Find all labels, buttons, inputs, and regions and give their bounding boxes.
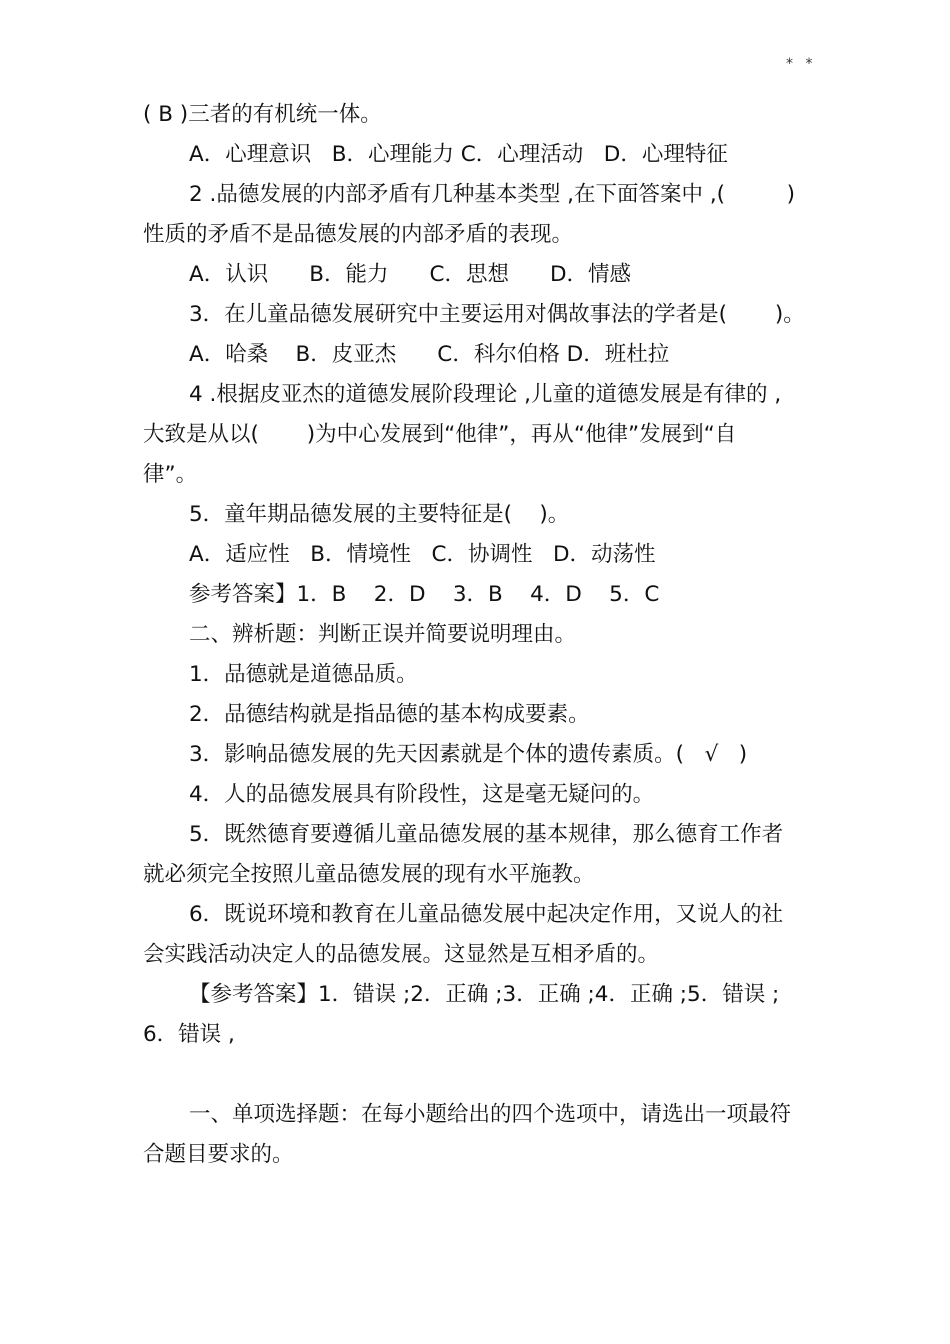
question-1-stem-end: ( B )三者的有机统一体。 bbox=[143, 102, 382, 127]
question-5-options: A．适应性 B．情境性 C．协调性 D．动荡性 bbox=[189, 542, 656, 567]
question-2-stem: 2 .品德发展的内部矛盾有几种基本类型 ,在下面答案中 ,( ) bbox=[189, 182, 795, 207]
paragraph-gap bbox=[143, 1055, 823, 1095]
analysis-item-5-continued: 就必须完全按照儿童品德发展的现有水平施教。 bbox=[143, 862, 595, 887]
question-1-options: A．心理意识 B．心理能力 C．心理活动 D．心理特征 bbox=[189, 142, 728, 167]
page-corner-mark: * * bbox=[786, 56, 817, 72]
question-3-stem: 3．在儿童品德发展研究中主要运用对偶故事法的学者是( )。 bbox=[189, 302, 805, 327]
answer-key-section-2-continued: 6．错误 , bbox=[143, 1022, 235, 1047]
question-2-options: A．认识 B．能力 C．思想 D．情感 bbox=[189, 262, 632, 287]
question-4-stem-continued: 大致是从以( )为中心发展到“他律”，再从“他律”发展到“自 bbox=[143, 422, 737, 447]
analysis-item-3: 3．影响品德发展的先天因素就是个体的遗传素质。( √ ) bbox=[189, 742, 748, 767]
section-1-heading: 一、单项选择题：在每小题给出的四个选项中，请选出一项最符 bbox=[189, 1102, 792, 1127]
question-2-stem-continued: 性质的矛盾不是品德发展的内部矛盾的表现。 bbox=[143, 222, 574, 247]
section-2-heading: 二、辨析题：判断正误并简要说明理由。 bbox=[189, 622, 577, 647]
analysis-item-2: 2．品德结构就是指品德的基本构成要素。 bbox=[189, 702, 590, 727]
question-5-stem: 5．童年期品德发展的主要特征是( )。 bbox=[189, 502, 570, 527]
question-3-options: A．哈桑 B．皮亚杰 C．科尔伯格 D．班杜拉 bbox=[189, 342, 670, 367]
analysis-item-5: 5．既然德育要遵循儿童品德发展的基本规律，那么德育工作者 bbox=[189, 822, 784, 847]
analysis-item-6-continued: 会实践活动决定人的品德发展。这显然是互相矛盾的。 bbox=[143, 942, 660, 967]
question-4-stem-end: 律”。 bbox=[143, 462, 198, 487]
question-4-stem: 4 .根据皮亚杰的道德发展阶段理论 ,儿童的道德发展是有律的 , bbox=[189, 382, 782, 407]
section-1-heading-continued: 合题目要求的。 bbox=[143, 1142, 294, 1167]
document-body bbox=[143, 95, 823, 1175]
analysis-item-1: 1．品德就是道德品质。 bbox=[189, 662, 418, 687]
analysis-item-4: 4．人的品德发展具有阶段性，这是毫无疑问的。 bbox=[189, 782, 655, 807]
answer-key-section-1: 参考答案】1．B 2．D 3．B 4．D 5．C bbox=[189, 582, 660, 607]
answer-key-section-2: 【参考答案】1．错误 ;2．正确 ;3．正确 ;4．正确 ;5．错误 ; bbox=[189, 982, 780, 1007]
analysis-item-6: 6．既说环境和教育在儿童品德发展中起决定作用，又说人的社 bbox=[189, 902, 784, 927]
